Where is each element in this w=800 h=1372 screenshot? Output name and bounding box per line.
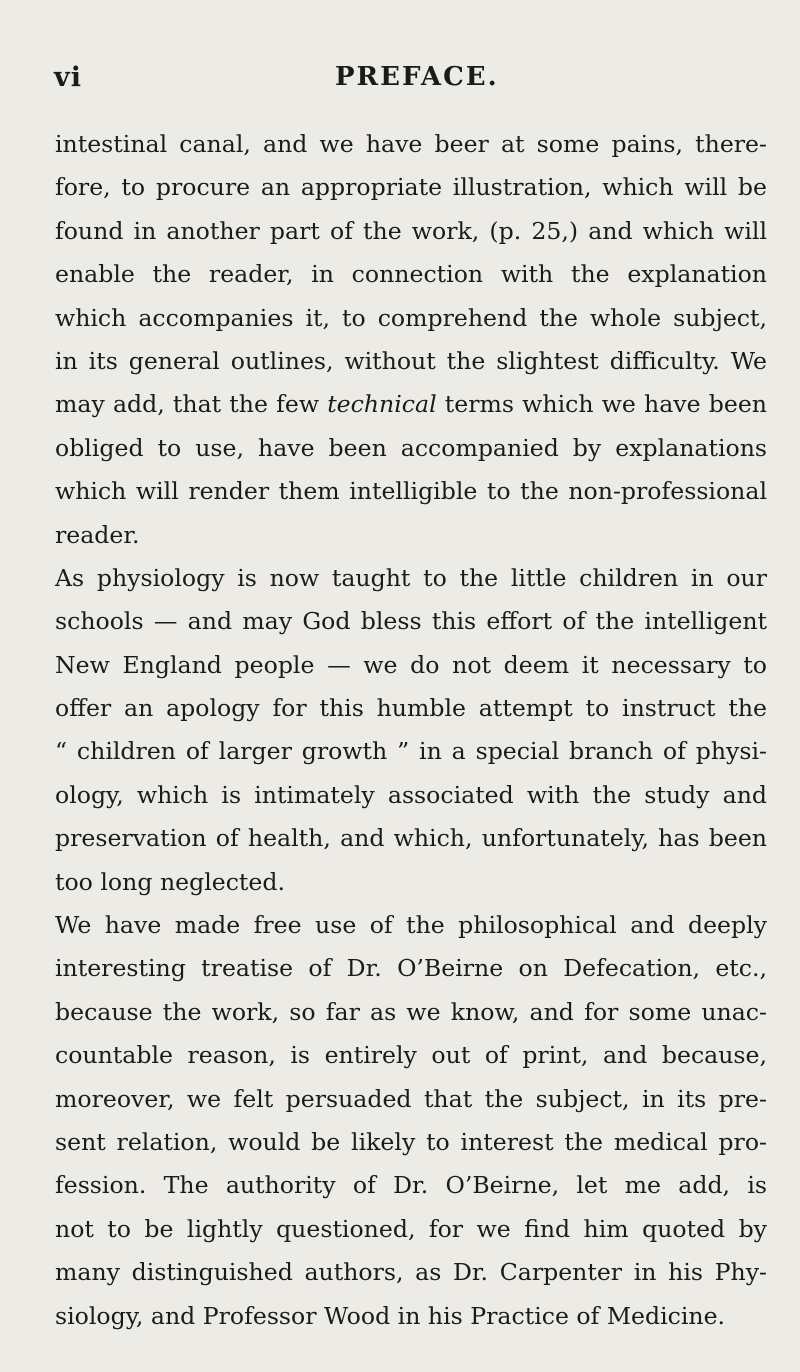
text-line: As physiology is now taught to the little children in our (55, 563, 767, 592)
text-line: reader. (55, 520, 140, 549)
text-line: interesting treatise of Dr. O’Beirne on Defecation, etc., (55, 954, 767, 983)
text-line: “ children of larger growth ” in a special branch of physi- (55, 737, 767, 766)
text-line: because the work, so far as we know, and for some unac- (55, 997, 767, 1026)
text-segment: terms which we have been (436, 390, 768, 419)
italic-term: technical (327, 390, 437, 419)
text-line: fession. The authority of Dr. O’Beirne, let me add, is (55, 1171, 767, 1200)
text-line: sent relation, would be likely to interest the medical pro- (55, 1127, 767, 1156)
text-line: which will render them intelligible to the non-professional (55, 477, 767, 506)
text-line: siology, and Professor Wood in his Practice of Medicine. (55, 1301, 726, 1330)
text-line: preservation of health, and which, unfortunately, has been (55, 824, 767, 853)
text-line: offer an apology for this humble attempt to instruct the (55, 694, 767, 723)
text-line: intestinal canal, and we have beer at some pains, there- (55, 130, 767, 158)
text-line: moreover, we felt persuaded that the subject, in its pre- (55, 1084, 767, 1113)
body-text (55, 123, 767, 1338)
text-line: too long neglected. (55, 867, 285, 896)
running-head (0, 62, 800, 102)
text-line: ology, which is intimately associated with the study and (55, 780, 767, 809)
text-line: in its general outlines, without the slightest difficulty. We (55, 346, 767, 375)
header-title: PREFACE. (335, 62, 499, 92)
text-line: fore, to procure an appropriate illustration, which will be (55, 173, 767, 202)
text-line: obliged to use, have been accompanied by explanations (55, 433, 767, 462)
text-segment: may add, that the few (55, 390, 328, 419)
page-number: vi (54, 62, 82, 93)
text-line: found in another part of the work, (p. 25,) and which will (55, 216, 767, 245)
text-line: We have made free use of the philosophical and deeply (55, 911, 767, 940)
text-line: New England people — we do not deem it necessary to (55, 650, 767, 679)
text-line: schools — and may God bless this effort of the intelligent (55, 607, 767, 636)
text-line: not to be lightly questioned, for we find him quoted by (55, 1214, 767, 1243)
text-line (55, 383, 767, 426)
text-line: which accompanies it, to comprehend the whole subject, (55, 303, 767, 332)
text-line: countable reason, is entirely out of print, and because, (55, 1041, 767, 1070)
text-line: many distinguished authors, as Dr. Carpenter in his Phy- (55, 1258, 767, 1287)
text-line: enable the reader, in connection with the explanation (55, 260, 767, 289)
